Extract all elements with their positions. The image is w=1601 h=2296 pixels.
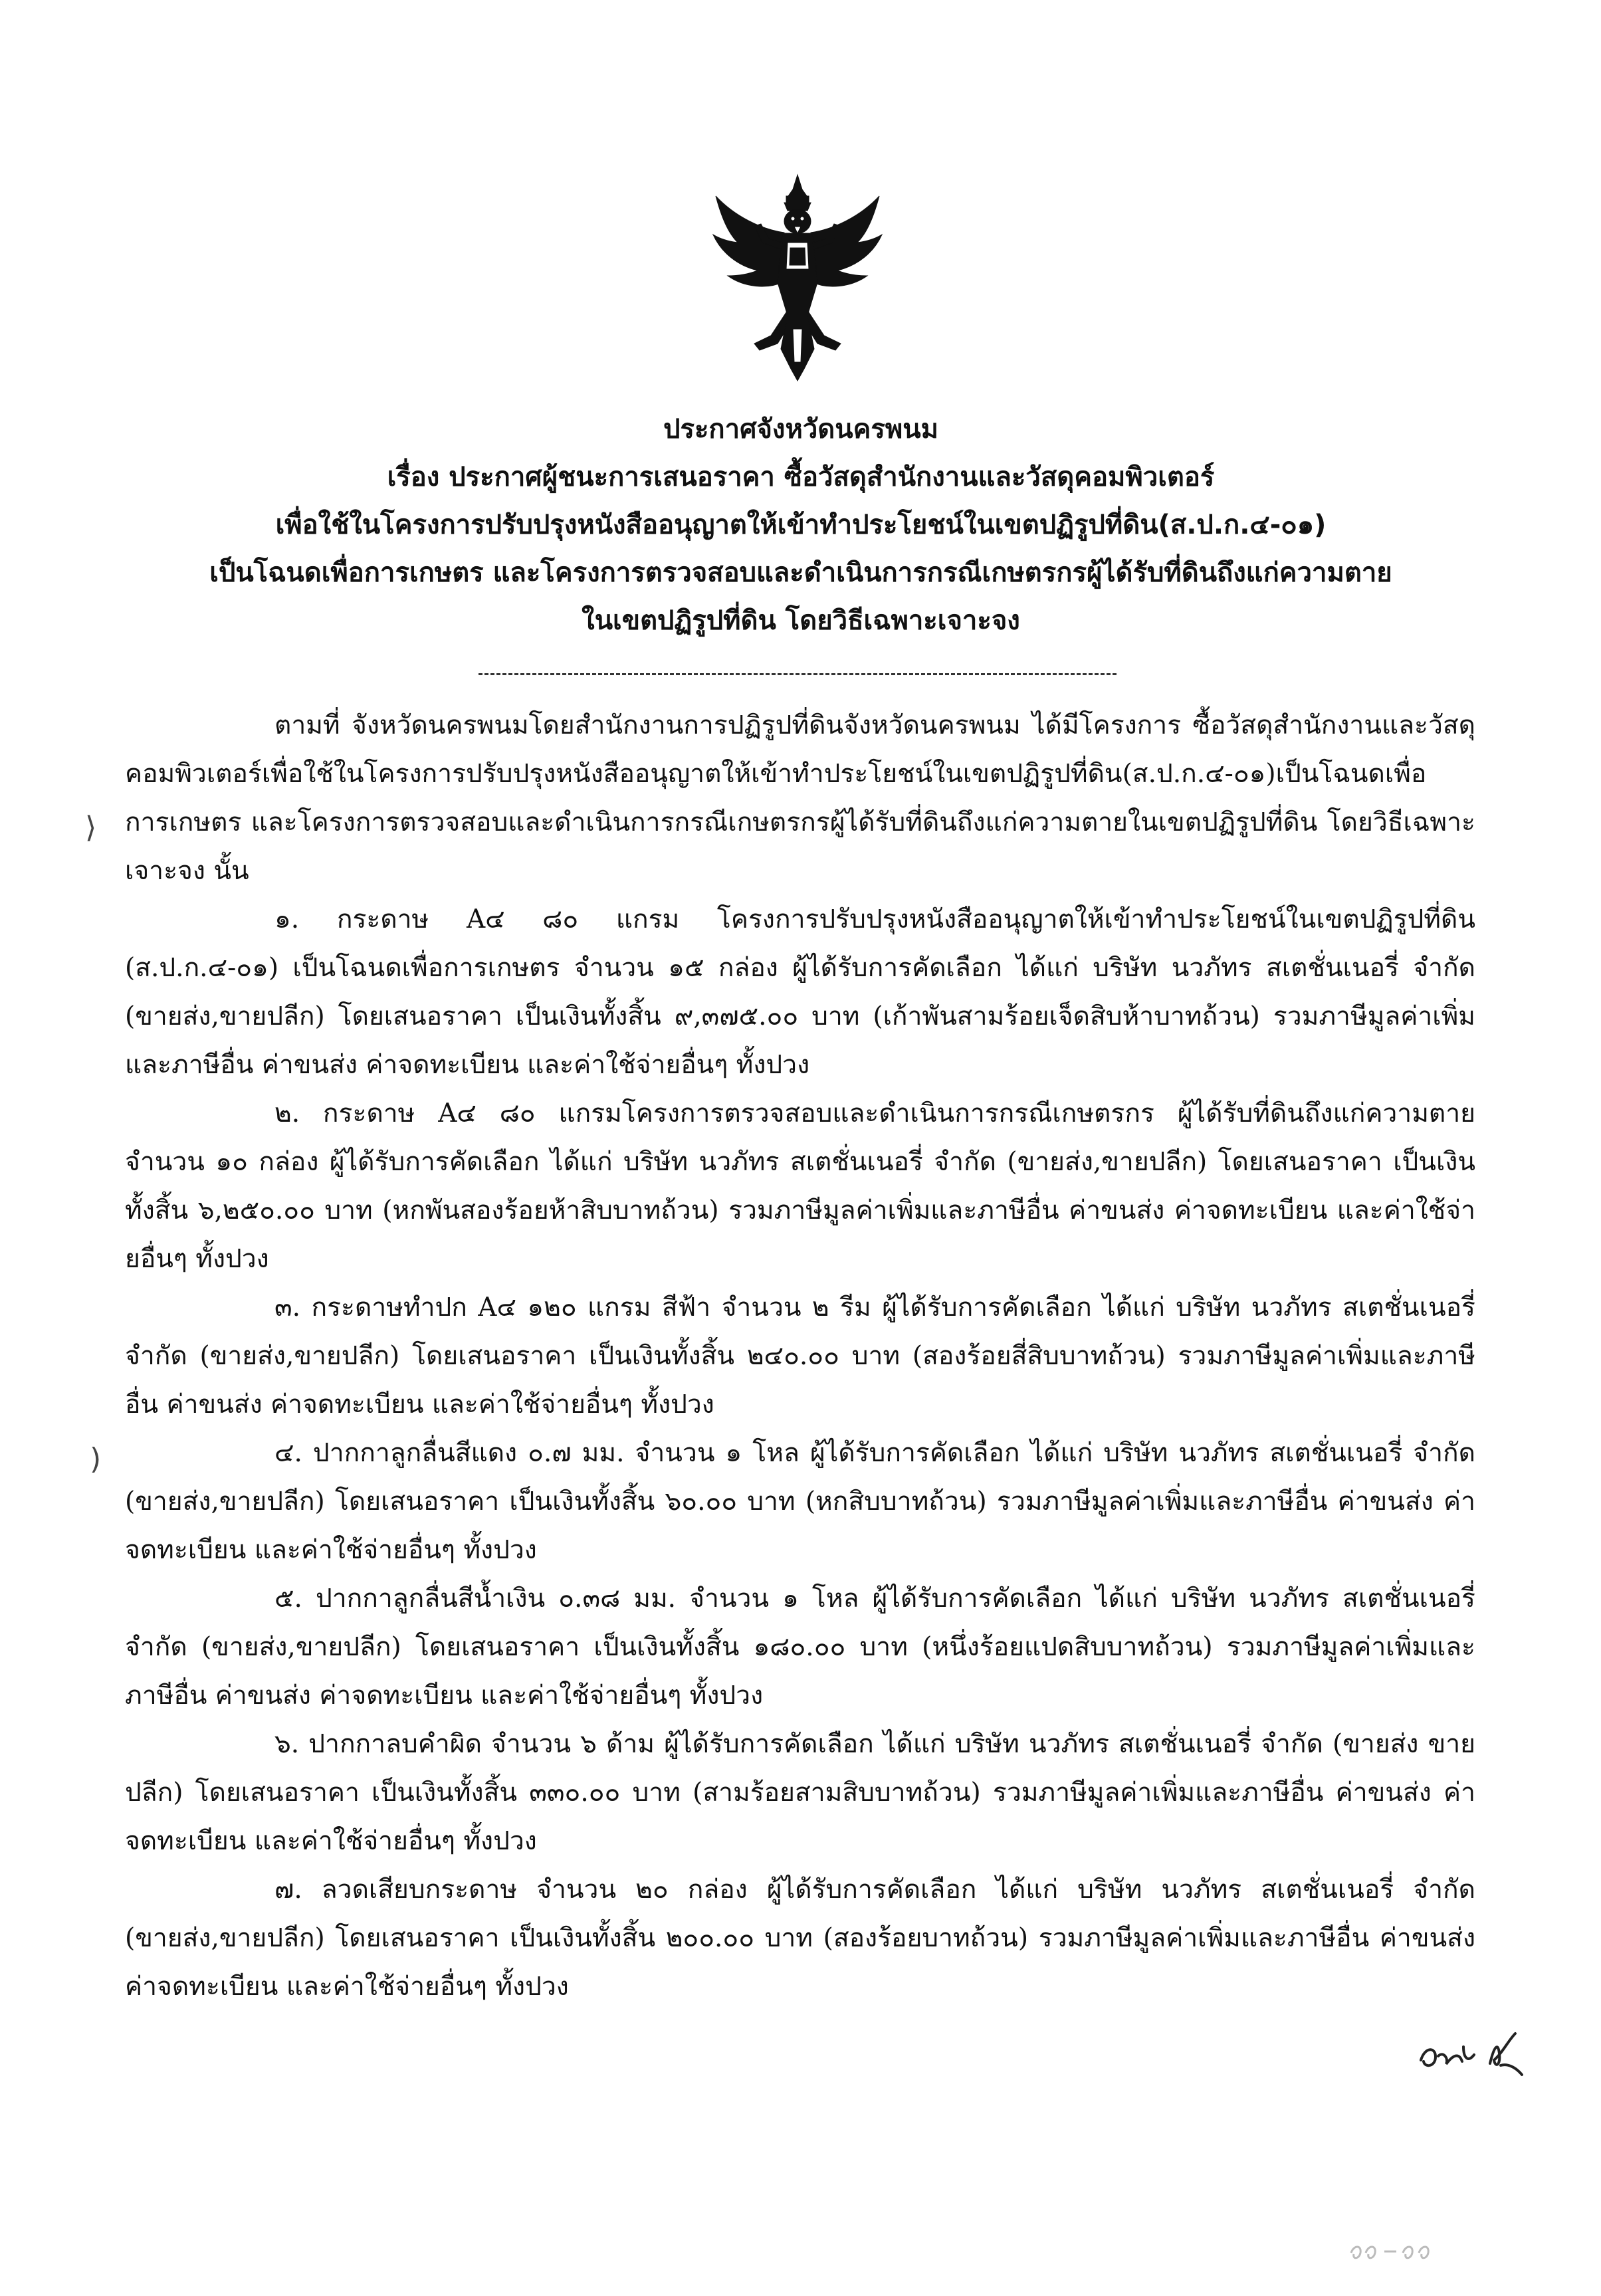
- scan-margin-mark: ): [90, 1442, 102, 1476]
- award-item-7: ๗. ลวดเสียบกระดาษ จำนวน ๒๐ กล่อง ผู้ได้รับการคัดเลือก ได้แก่ บริษัท นวภัทร สเตชั่นเนอรี่ จำกัด (ขายส่ง,ขายปลีก) โดยเสนอราคา เป็นเงินทั้งสิ้น ๒๐๐.๐๐ บาท (สองร้อยบาทถ้วน) รวมภาษีมูลค่าเพิ่มและภาษีอื่น ค่าขนส่ง ค่าจดทะเบียน และค่าใช้จ่ายอื่นๆ ทั้งปวง: [125, 1875, 1475, 2002]
- announcement-title-block: [120, 405, 1482, 645]
- award-item-3: ๓. กระดาษทำปก A๔ ๑๒๐ แกรม สีฟ้า จำนวน ๒ รีม ผู้ได้รับการคัดเลือก ได้แก่ บริษัท นวภัทร สเตชั่นเนอรี่ จำกัด (ขายส่ง,ขายปลีก) โดยเสนอราคา เป็นเงินทั้งสิ้น ๒๔๐.๐๐ บาท (สองร้อยสี่สิบบาทถ้วน) รวมภาษีมูลค่าเพิ่มและภาษีอื่น ค่าขนส่ง ค่าจดทะเบียน และค่าใช้จ่ายอื่นๆ ทั้งปวง: [125, 1293, 1475, 1419]
- award-item-2: ๒. กระดาษ A๔ ๘๐ แกรมโครงการตรวจสอบและดำเนินการกรณีเกษตรกร ผู้ได้รับที่ดินถึงแก่ความตาย จำนวน ๑๐ กล่อง ผู้ได้รับการคัดเลือก ได้แก่ บริษัท นวภัทร สเตชั่นเนอรี่ จำกัด (ขายส่ง,ขายปลีก) โดยเสนอราคา เป็นเงินทั้งสิ้น ๖,๒๕๐.๐๐ บาท (หกพันสองร้อยห้าสิบบาทถ้วน) รวมภาษีมูลค่าเพิ่มและภาษีอื่น ค่าขนส่ง ค่าจดทะเบียน และค่าใช้จ่ายอื่นๆ ทั้งปวง: [125, 1098, 1475, 1274]
- scan-margin-mark: ⟩: [85, 811, 97, 845]
- award-item-4: ๔. ปากกาลูกลื่นสีแดง ๐.๗ มม. จำนวน ๑ โหล ผู้ได้รับการคัดเลือก ได้แก่ บริษัท นวภัทร สเตชั่นเนอรี่ จำกัด (ขายส่ง,ขายปลีก) โดยเสนอราคา เป็นเงินทั้งสิ้น ๖๐.๐๐ บาท (หกสิบบาทถ้วน) รวมภาษีมูลค่าเพิ่มและภาษีอื่น ค่าขนส่ง ค่าจดทะเบียน และค่าใช้จ่ายอื่นๆ ทั้งปวง: [125, 1438, 1475, 1565]
- title-line-1: ประกาศจังหวัดนครพนม: [663, 414, 938, 445]
- announcement-body: [125, 701, 1475, 2011]
- title-line-2: เรื่อง ประกาศผู้ชนะการเสนอราคา ซื้อวัสดุสำนักงานและวัสดุคอมพิวเตอร์: [387, 462, 1215, 492]
- faint-page-number-icon: [1346, 2233, 1445, 2266]
- award-item-6: ๖. ปากกาลบคำผิด จำนวน ๖ ด้าม ผู้ได้รับการคัดเลือก ได้แก่ บริษัท นวภัทร สเตชั่นเนอรี่ จำกัด (ขายส่ง ขายปลีก) โดยเสนอราคา เป็นเงินทั้งสิ้น ๓๓๐.๐๐ บาท (สามร้อยสามสิบบาทถ้วน) รวมภาษีมูลค่าเพิ่มและภาษีอื่น ค่าขนส่ง ค่าจดทะเบียน และค่าใช้จ่ายอื่นๆ ทั้งปวง: [125, 1729, 1476, 1856]
- garuda-emblem-icon: [708, 169, 887, 382]
- award-item-1: ๑. กระดาษ A๔ ๘๐ แกรม โครงการปรับปรุงหนังสืออนุญาตให้เข้าทำประโยชน์ในเขตปฏิรูปที่ดิน (ส.ป.ก.๔-๐๑) เป็นโฉนดเพื่อการเกษตร จำนวน ๑๕ กล่อง ผู้ได้รับการคัดเลือก ได้แก่ บริษัท นวภัทร สเตชั่นเนอรี่ จำกัด (ขายส่ง,ขายปลีก) โดยเสนอราคา เป็นเงินทั้งสิ้น ๙,๓๗๕.๐๐ บาท (เก้าพันสามร้อยเจ็ดสิบห้าบาทถ้วน) รวมภาษีมูลค่าเพิ่มและภาษีอื่น ค่าขนส่ง ค่าจดทะเบียน และค่าใช้จ่ายอื่นๆ ทั้งปวง: [125, 904, 1475, 1080]
- award-item-5: ๕. ปากกาลูกลื่นสีน้ำเงิน ๐.๓๘ มม. จำนวน ๑ โหล ผู้ได้รับการคัดเลือก ได้แก่ บริษัท นวภัทร สเตชั่นเนอรี่ จำกัด (ขายส่ง,ขายปลีก) โดยเสนอราคา เป็นเงินทั้งสิ้น ๑๘๐.๐๐ บาท (หนึ่งร้อยแปดสิบบาทถ้วน) รวมภาษีมูลค่าเพิ่มและภาษีอื่น ค่าขนส่ง ค่าจดทะเบียน และค่าใช้จ่ายอื่นๆ ทั้งปวง: [125, 1584, 1475, 1711]
- title-divider: [479, 673, 1117, 675]
- title-line-4: เป็นโฉนดเพื่อการเกษตร และโครงการตรวจสอบและดำเนินการกรณีเกษตรกรผู้ได้รับที่ดินถึงแก่ความตาย: [209, 558, 1392, 588]
- title-line-3: เพื่อใช้ในโครงการปรับปรุงหนังสืออนุญาตให้เข้าทำประโยชน์ในเขตปฏิรูปที่ดิน(ส.ป.ก.๔-๐๑): [275, 510, 1327, 540]
- title-line-5: ในเขตปฏิรูปที่ดิน โดยวิธีเฉพาะเจาะจง: [582, 605, 1020, 636]
- intro-paragraph: ตามที่ จังหวัดนครพนมโดยสำนักงานการปฏิรูปที่ดินจังหวัดนครพนม ได้มีโครงการ ซื้อวัสดุสำนักงานและวัสดุคอมพิวเตอร์เพื่อใช้ในโครงการปรับปรุงหนังสืออนุญาตให้เข้าทำประโยชน์ในเขตปฏิรูปที่ดิน(ส.ป.ก.๔-๐๑)เป็นโฉนดเพื่อการเกษตร และโครงการตรวจสอบและดำเนินการกรณีเกษตรกรผู้ได้รับที่ดินถึงแก่ความตายในเขตปฏิรูปที่ดิน โดยวิธีเฉพาะเจาะจง นั้น: [125, 710, 1475, 886]
- handwritten-initials-icon: [1416, 2027, 1529, 2080]
